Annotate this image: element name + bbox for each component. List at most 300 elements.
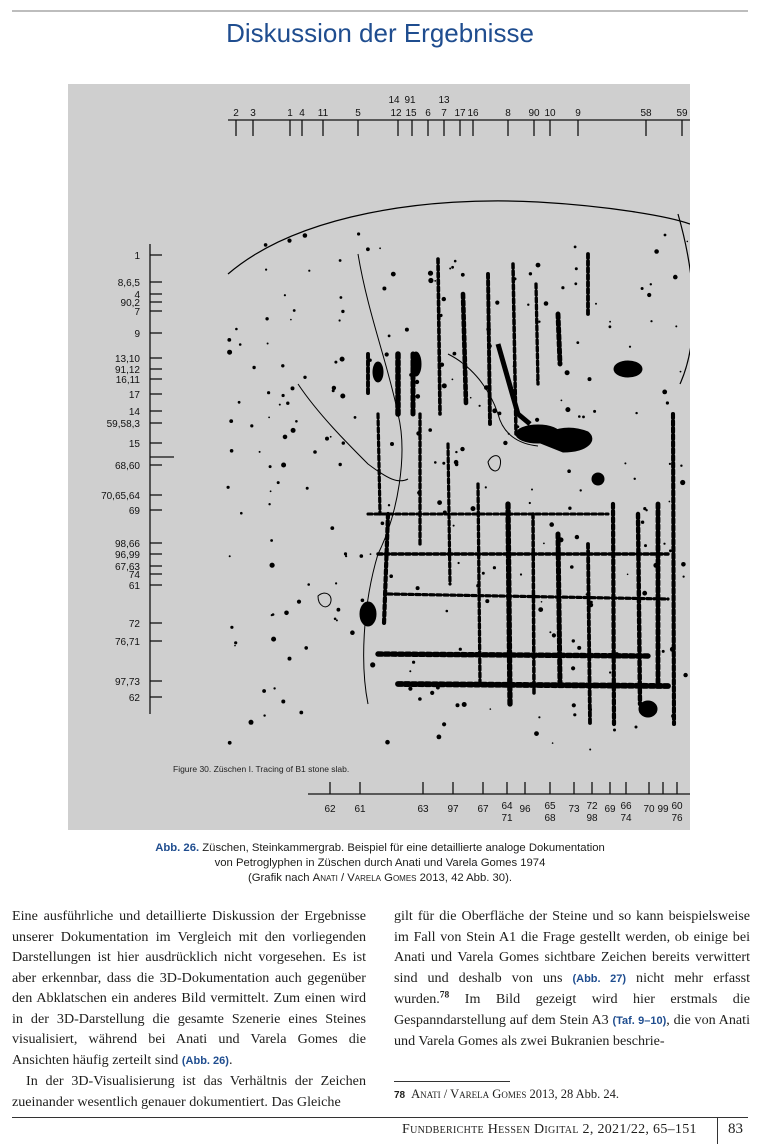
stipple-dot: [672, 697, 674, 699]
glyph-figure: [592, 473, 604, 485]
stipple-dot: [412, 661, 415, 664]
stipple-dot: [455, 463, 459, 467]
top-axis-label: 10: [544, 108, 556, 119]
stipple-dot: [325, 437, 329, 441]
top-axis-label: 91: [404, 95, 416, 106]
stipple-dot: [408, 687, 412, 691]
stipple-dot: [263, 714, 265, 716]
slab-outline: [678, 214, 690, 384]
stipple-dot: [541, 601, 543, 603]
stipple-dot: [405, 328, 409, 332]
stipple-dot: [586, 593, 588, 595]
stipple-dot: [635, 412, 637, 414]
stipple-dot: [582, 416, 585, 419]
glyph-stroke: [398, 684, 668, 686]
stipple-dot: [391, 272, 396, 277]
paragraph: [394, 906, 750, 1052]
stipple-dot: [508, 433, 510, 435]
stipple-dot: [644, 544, 647, 547]
stipple-dot: [673, 275, 678, 280]
top-axis-label: 9: [575, 108, 581, 119]
stipple-dot: [552, 742, 554, 744]
stipple-dot: [538, 321, 540, 323]
stipple-dot: [538, 607, 543, 612]
stipple-dot: [462, 702, 467, 707]
top-axis-label: 2: [233, 108, 239, 119]
footnote: [394, 1087, 619, 1102]
top-axis-label: 6: [425, 108, 431, 119]
figure-inset-caption: Figure 30. Züschen I. Tracing of B1 stone slab.: [173, 764, 350, 774]
glyph-figure: [373, 362, 383, 382]
stipple-dot: [229, 419, 233, 423]
stipple-dot: [449, 268, 451, 270]
stipple-dot: [642, 591, 647, 596]
stipple-dot: [663, 543, 665, 545]
stipple-dot: [361, 599, 365, 603]
stipple-dot: [417, 491, 421, 495]
stipple-dot: [629, 346, 631, 348]
stipple-dot: [510, 514, 512, 516]
stipple-dot: [240, 512, 243, 515]
stipple-dot: [593, 410, 596, 413]
footer-separator: [717, 1117, 718, 1144]
stipple-dot: [669, 463, 671, 465]
glyph-stroke: [508, 504, 510, 704]
stipple-dot: [517, 425, 520, 428]
stipple-dot: [514, 277, 517, 280]
left-axis-label: 69: [128, 506, 140, 517]
stipple-dot: [339, 319, 341, 321]
stipple-dot: [345, 555, 347, 557]
stipple-dot: [268, 503, 270, 505]
stipple-dot: [534, 731, 539, 736]
stipple-dot: [498, 412, 502, 416]
stipple-dot: [641, 521, 644, 524]
stipple-dot: [488, 344, 492, 348]
stipple-dot: [415, 380, 419, 384]
stipple-dot: [666, 401, 669, 404]
stipple-dot: [340, 357, 345, 362]
top-axis-label: 90: [528, 108, 540, 119]
stipple-dot: [549, 631, 551, 633]
stipple-dot: [227, 486, 230, 489]
stipple-dot: [291, 386, 295, 390]
bottom-axis-label: 97: [447, 804, 459, 815]
stipple-dot: [409, 670, 411, 672]
stipple-dot: [350, 630, 355, 635]
stipple-dot: [671, 714, 676, 719]
stipple-dot: [680, 371, 682, 373]
stipple-dot: [230, 626, 233, 629]
stipple-dot: [308, 270, 310, 272]
stipple-dot: [571, 666, 575, 670]
caption-authors: Anati / Varela Gomes: [312, 872, 417, 884]
stipple-dot: [565, 407, 570, 412]
stipple-dot: [650, 320, 652, 322]
stipple-dot: [552, 633, 556, 637]
stipple-dot: [654, 249, 659, 254]
stipple-dot: [313, 450, 317, 454]
stipple-dot: [529, 502, 531, 504]
stipple-dot: [437, 735, 442, 740]
glyph-stroke: [638, 514, 640, 704]
stipple-dot: [565, 370, 570, 375]
stipple-dot: [341, 310, 344, 313]
stipple-dot: [288, 657, 292, 661]
stipple-dot: [334, 361, 337, 364]
text-column-right: [394, 906, 750, 1052]
stipple-dot: [461, 273, 465, 277]
stipple-dot: [640, 371, 642, 373]
stipple-dot: [303, 233, 308, 238]
bottom-axis-label: 60: [671, 801, 683, 812]
stipple-dot: [342, 441, 345, 444]
left-axis-label: 76,71: [114, 637, 140, 648]
stipple-dot: [573, 713, 576, 716]
top-axis-label: 11: [317, 108, 329, 119]
stipple-dot: [536, 379, 538, 381]
text-column-left: [12, 906, 366, 1112]
stipple-dot: [454, 260, 457, 263]
stipple-dot: [416, 586, 420, 590]
stipple-dot: [479, 405, 481, 407]
stipple-dot: [484, 385, 489, 390]
paragraph-text: .: [228, 1051, 233, 1068]
bottom-axis-label: 74: [620, 813, 632, 824]
stipple-dot: [279, 404, 281, 406]
stipple-dot: [595, 303, 597, 305]
left-axis-label: 70,65,64: [101, 491, 140, 502]
stipple-dot: [437, 500, 442, 505]
stipple-dot: [390, 442, 394, 446]
stipple-dot: [683, 576, 685, 578]
bottom-axis-label: 72: [586, 801, 598, 812]
stipple-dot: [680, 480, 685, 485]
caption-text-3c: 2013, 42 Abb. 30).: [416, 872, 512, 884]
glyph-stroke: [463, 294, 466, 404]
stipple-dot: [455, 451, 457, 453]
left-axis-label: 97,73: [114, 677, 140, 688]
footnote-number: 78: [394, 1090, 406, 1101]
stipple-dot: [442, 297, 446, 301]
stipple-dot: [303, 376, 306, 379]
stipple-dot: [281, 700, 285, 704]
stipple-dot: [416, 394, 421, 399]
stipple-dot: [489, 385, 491, 387]
figure-caption: [120, 841, 640, 886]
slab-outline: [228, 201, 690, 274]
stipple-dot: [277, 481, 280, 484]
stipple-dot: [252, 366, 255, 369]
stipple-dot: [645, 509, 647, 511]
bottom-axis-label: 64: [501, 801, 513, 812]
stipple-dot: [238, 401, 241, 404]
stipple-dot: [635, 726, 638, 729]
glyph-figure: [639, 701, 657, 717]
stipple-dot: [453, 525, 455, 527]
stipple-dot: [299, 711, 303, 715]
figure-tracing: [68, 84, 690, 830]
stipple-dot: [443, 511, 447, 515]
stipple-dot: [259, 451, 261, 453]
stipple-dot: [647, 293, 651, 297]
page-title: Diskussion der Ergebnisse: [226, 18, 534, 48]
stipple-dot: [234, 645, 236, 647]
paragraph: In der 3D-Visualisierung ist das Verhältnis der Zeichen zueinander wesentlich genauer dokumentiert. Das Gleiche: [12, 1073, 366, 1110]
glyph-stroke: [533, 514, 534, 694]
stipple-dot: [529, 272, 532, 275]
stipple-dot: [229, 555, 231, 557]
stipple-dot: [250, 424, 253, 427]
left-axis-label: 72: [128, 619, 140, 630]
stipple-dot: [574, 246, 577, 249]
stipple-dot: [330, 436, 332, 438]
paragraph-text: gilt für die Oberfläche der Steine und so kann beispielsweise im Fall von Stein A1 die Frage gestellt werden, ob einige bei Anati und Varela Gomes sichtbare Zeichen bereits verwittert sind und deshalb von uns: [394, 908, 750, 986]
stipple-dot: [388, 335, 391, 338]
bottom-axis-label: 61: [354, 804, 366, 815]
stipple-dot: [575, 535, 579, 539]
stipple-dot: [439, 683, 441, 685]
glyph-stroke: [588, 544, 590, 724]
stipple-dot: [340, 296, 343, 299]
left-axis-label: 9: [134, 329, 140, 340]
stipple-dot: [588, 708, 592, 712]
stipple-dot: [418, 697, 422, 701]
stipple-dot: [385, 352, 389, 356]
paragraph-text: Eine ausführliche und detaillierte Diskussion der Ergebnisse unserer Dokumentation im Vergleich mit den vorliegenden Darstellungen ist hier ausdrücklich nicht vorgesehen. Es ist aber erkennbar, dass die 3D-Dokumentation auch gegenüber den Abklatschen ein anderes Bild vermittelt. Zum einen wird in der 3D-Darstellung die gesamte Szenerie eines Steines visualisiert, während bei Anati und Varela Gomes die Ansichten häufig zerteilt sind: [12, 908, 366, 1068]
paragraph-text: nicht mehr erfasst wurden.: [394, 969, 750, 1007]
top-axis-label: 17: [454, 108, 466, 119]
stipple-dot: [428, 271, 433, 276]
stipple-dot: [609, 671, 611, 673]
stipple-dot: [234, 641, 237, 644]
stipple-dot: [442, 462, 445, 465]
top-axis-label: 8: [505, 108, 511, 119]
stipple-dot: [230, 449, 234, 453]
stipple-dot: [368, 359, 371, 362]
glyph-figure: [614, 361, 642, 377]
bottom-axis-label: 68: [544, 813, 556, 824]
top-axis-label: 15: [405, 108, 417, 119]
left-axis-label: 7: [134, 307, 140, 318]
stipple-dot: [270, 490, 272, 492]
paragraph-text: , die von Anati und Varela Gomes als zwei Bukranien beschrie-: [394, 1011, 750, 1049]
stipple-dot: [370, 553, 372, 555]
stipple-dot: [669, 501, 671, 503]
stipple-dot: [439, 314, 442, 317]
stipple-dot: [440, 363, 444, 367]
bottom-axis-label: 67: [477, 804, 489, 815]
stipple-dot: [304, 646, 308, 650]
top-axis-label: 4: [299, 108, 305, 119]
stipple-dot: [428, 428, 432, 432]
left-axis-label: 74: [128, 570, 140, 581]
left-axis-label: 98,66: [114, 539, 140, 550]
footnote-authors: Anati / Varela Gomes: [411, 1087, 527, 1101]
stipple-dot: [332, 386, 336, 390]
stipple-dot: [295, 420, 298, 423]
glyph-figure: [411, 352, 421, 376]
stipple-dot: [520, 573, 522, 575]
stipple-dot: [442, 722, 446, 726]
footnote-marker[interactable]: 78: [439, 990, 450, 1001]
stipple-dot: [662, 650, 665, 653]
stipple-dot: [442, 383, 447, 388]
stipple-dot: [580, 489, 582, 491]
left-axis-label: 67,63: [114, 562, 140, 573]
stipple-dot: [381, 522, 385, 526]
stipple-dot: [485, 599, 489, 603]
stipple-dot: [535, 418, 539, 422]
bottom-axis-label: 65: [544, 801, 556, 812]
stipple-dot: [385, 740, 390, 745]
left-axis-label: 15: [128, 439, 140, 450]
stipple-dot: [416, 431, 420, 435]
stipple-dot: [239, 343, 242, 346]
top-axis-label: 59: [676, 108, 688, 119]
stipple-dot: [471, 506, 476, 511]
stipple-dot: [485, 486, 487, 488]
crack-line: [488, 456, 501, 471]
left-axis-label: 1: [134, 251, 140, 262]
stipple-dot: [286, 402, 289, 405]
stipple-dot: [609, 321, 611, 323]
stipple-dot: [379, 247, 381, 249]
stipple-dot: [615, 652, 619, 656]
stipple-dot: [332, 389, 335, 392]
bottom-axis-label: 69: [604, 804, 616, 815]
stipple-dot: [389, 574, 393, 578]
stipple-dot: [675, 325, 677, 327]
glyph-stroke: [438, 259, 440, 414]
bottom-axis-label: 70: [643, 804, 655, 815]
glyph-stroke: [558, 534, 560, 684]
stipple-dot: [267, 391, 270, 394]
stipple-dot: [543, 543, 545, 545]
top-axis-label: 58: [640, 108, 652, 119]
stipple-dot: [335, 582, 337, 584]
stipple-dot: [382, 287, 386, 291]
bottom-axis-label: 98: [586, 813, 598, 824]
stipple-dot: [268, 417, 270, 419]
glyph-stroke: [384, 514, 388, 624]
stipple-dot: [561, 400, 563, 402]
stipple-dot: [456, 703, 460, 707]
tracing-drawing: [68, 84, 690, 830]
stipple-dot: [452, 379, 454, 381]
bottom-axis-label: 73: [568, 804, 580, 815]
stipple-dot: [460, 447, 464, 451]
stipple-dot: [269, 465, 272, 468]
stipple-dot: [282, 394, 285, 397]
stipple-dot: [544, 301, 549, 306]
stipple-dot: [287, 239, 291, 243]
stipple-dot: [641, 287, 644, 290]
stipple-dot: [670, 647, 675, 652]
figure-reference-link[interactable]: (Abb. 26): [181, 1054, 229, 1067]
footnote-text: 2013, 28 Abb. 24.: [526, 1087, 620, 1101]
bottom-axis-label: 99: [657, 804, 669, 815]
stipple-dot: [357, 232, 360, 235]
top-axis-label: 3: [250, 108, 256, 119]
stipple-dot: [531, 489, 533, 491]
glyph-stroke: [388, 594, 668, 599]
stipple-dot: [409, 373, 413, 377]
stipple-dot: [227, 338, 231, 342]
stipple-dot: [613, 729, 616, 732]
left-axis-label: 17: [128, 390, 140, 401]
top-axis-label: 12: [390, 108, 402, 119]
stipple-dot: [589, 749, 591, 751]
stipple-dot: [470, 397, 472, 399]
glyph-figure: [360, 602, 376, 626]
crack-line: [298, 384, 408, 481]
left-axis-label: 16,11: [115, 375, 140, 386]
stipple-dot: [476, 584, 480, 588]
stipple-dot: [337, 608, 341, 612]
stipple-dot: [681, 562, 686, 567]
glyph-figure: [516, 425, 560, 443]
bottom-axis-label: 62: [324, 804, 336, 815]
stipple-dot: [270, 563, 275, 568]
top-rule: [12, 10, 748, 12]
stipple-dot: [664, 234, 667, 237]
stipple-dot: [281, 364, 284, 367]
stipple-dot: [650, 283, 652, 285]
stipple-dot: [490, 708, 492, 710]
stipple-dot: [262, 689, 266, 693]
bottom-axis-label: 76: [671, 813, 683, 824]
stipple-dot: [492, 408, 497, 413]
plate-reference-link[interactable]: (Taf. 9–10): [612, 1014, 667, 1027]
stipple-dot: [559, 537, 564, 542]
stipple-dot: [567, 469, 571, 473]
stipple-dot: [662, 390, 667, 395]
bottom-axis-label: 96: [519, 804, 531, 815]
top-axis-label: 14: [388, 95, 400, 106]
stipple-dot: [430, 691, 434, 695]
footer-journal: Fundberichte Hessen Digital 2, 2021/22, 65–151: [402, 1122, 697, 1137]
stipple-dot: [493, 566, 496, 569]
stipple-dot: [264, 243, 268, 247]
stipple-dot: [575, 267, 578, 270]
stipple-dot: [228, 741, 232, 745]
stipple-dot: [267, 343, 269, 345]
bottom-axis-label: 63: [417, 804, 429, 815]
stipple-dot: [293, 309, 296, 312]
stipple-dot: [683, 673, 687, 677]
left-axis-label: 13,10: [114, 354, 140, 365]
glyph-stroke: [488, 274, 490, 424]
stipple-dot: [434, 461, 437, 464]
glyph-stroke: [378, 414, 380, 514]
left-axis-label: 68,60: [114, 461, 140, 472]
crack-line: [318, 593, 331, 607]
stipple-dot: [513, 365, 516, 368]
stipple-dot: [446, 610, 449, 613]
glyph-stroke: [513, 264, 516, 434]
left-axis-label: 96,99: [114, 550, 140, 561]
stipple-dot: [574, 282, 577, 285]
stipple-dot: [570, 565, 574, 569]
left-axis-label: 14: [128, 407, 140, 418]
stipple-dot: [271, 637, 276, 642]
stipple-dot: [434, 280, 436, 282]
stipple-dot: [588, 603, 593, 608]
stipple-dot: [436, 686, 440, 690]
figure-reference-link[interactable]: (Abb. 27): [572, 972, 627, 985]
caption-text-2: von Petroglyphen in Züschen durch Anati und Varela Gomes 1974: [214, 857, 546, 869]
